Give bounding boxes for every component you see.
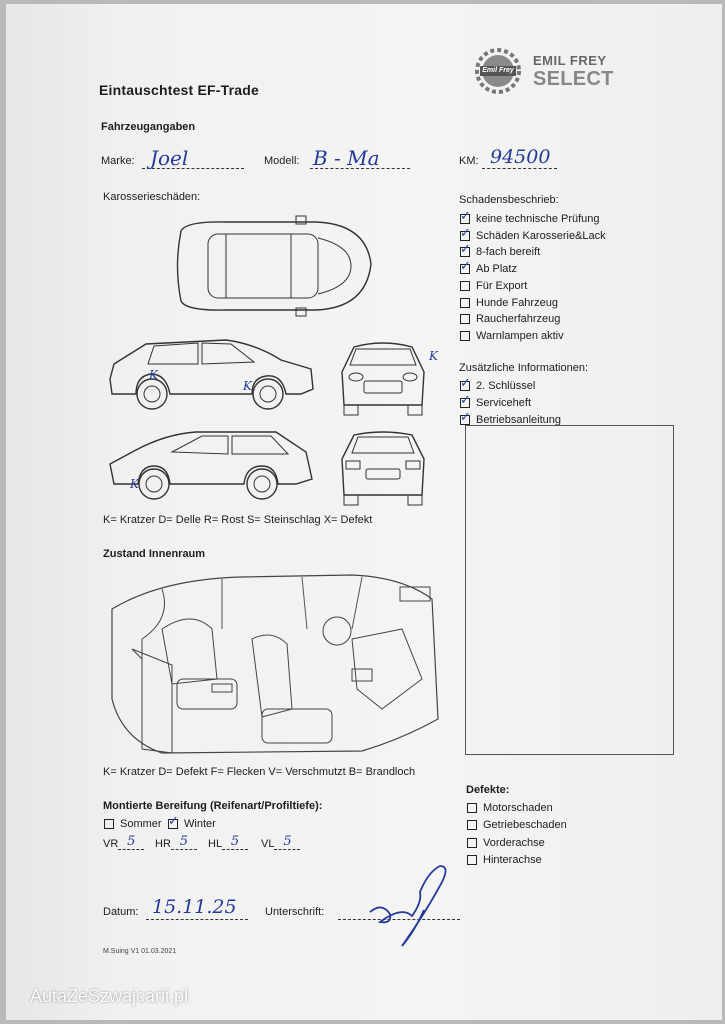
- damage-description-checkbox[interactable]: [460, 247, 470, 257]
- vehicle-section-label: Fahrzeugangaben: [101, 121, 196, 133]
- defect-label: Getriebeschaden: [483, 819, 567, 832]
- tires-title: Montierte Bereifung (Reifenart/Profiltiefe):: [103, 800, 323, 812]
- damage-mark: K: [130, 477, 139, 491]
- damage-description-option[interactable]: [460, 230, 606, 242]
- damage-description-label: Raucherfahrzeug: [476, 313, 561, 326]
- datum-label: Datum:: [103, 906, 139, 918]
- tire-field-hl[interactable]: [208, 834, 248, 850]
- damage-description-label: 8-fach bereift: [476, 246, 541, 259]
- body-damage-legend: K= Kratzer D= Delle R= Rost S= Steinschlag X= Defekt: [103, 514, 373, 526]
- damage-description-label: Hunde Fahrzeug: [476, 296, 558, 309]
- damage-description-label: keine technische Prüfung: [476, 213, 600, 225]
- defect-label: Motorschaden: [483, 802, 553, 814]
- defect-label: Hinterachse: [483, 853, 542, 866]
- damage-mark: K: [429, 349, 438, 363]
- damage-description-option[interactable]: [460, 280, 527, 292]
- damage-description-label: Schäden Karosserie&Lack: [476, 229, 606, 242]
- watermark: AutaZeSzwajcarii.pl: [30, 986, 189, 1006]
- defect-option[interactable]: [467, 802, 553, 814]
- tire-value: 5: [274, 834, 300, 850]
- damage-description-option[interactable]: [460, 246, 540, 258]
- damage-description-checkbox[interactable]: [460, 298, 470, 308]
- modell-field[interactable]: [310, 146, 410, 170]
- defect-label: Vorderachse: [483, 836, 545, 849]
- damage-mark: K: [243, 379, 252, 393]
- tire-value: 5: [171, 834, 197, 850]
- defect-option[interactable]: [467, 837, 545, 849]
- km-value: 94500: [490, 146, 551, 168]
- damage-description-option[interactable]: [460, 297, 558, 309]
- damage-description-title: Schadensbeschrieb:: [459, 194, 559, 206]
- damage-description-label: Für Export: [476, 279, 528, 292]
- car-top-view-icon[interactable]: [166, 216, 376, 316]
- damage-description-option[interactable]: [460, 213, 600, 225]
- additional-info-label: Betriebsanleitung: [476, 414, 562, 426]
- additional-info-option[interactable]: [460, 397, 531, 409]
- additional-info-label: Serviceheft: [476, 397, 532, 409]
- car-rear-view-icon[interactable]: [336, 427, 431, 509]
- marke-label: Marke:: [101, 155, 135, 167]
- marke-value: Joel: [150, 146, 189, 170]
- logo-emblem-text: Emil Frey: [482, 67, 514, 74]
- form-title: Eintauschtest EF-Trade: [99, 82, 259, 98]
- damage-description-checkbox[interactable]: [460, 214, 470, 224]
- km-label: KM:: [459, 155, 479, 167]
- car-interior-diagram-icon[interactable]: [102, 569, 442, 759]
- datum-field[interactable]: [146, 896, 248, 920]
- winter-label: Winter: [184, 818, 216, 830]
- damage-description-checkbox[interactable]: [460, 314, 470, 324]
- marke-field[interactable]: [142, 146, 244, 170]
- defect-option[interactable]: [467, 854, 542, 866]
- notes-box[interactable]: [465, 425, 674, 755]
- tire-field-vl[interactable]: [261, 834, 300, 850]
- tire-value: 5: [118, 834, 144, 850]
- damage-description-label: Warnlampen aktiv: [476, 329, 564, 342]
- defects-title: Defekte:: [466, 784, 510, 796]
- damage-mark: K: [149, 368, 158, 382]
- form-version: M.Suing V1 01.03.2021: [103, 948, 177, 955]
- winter-checkbox[interactable]: [168, 819, 178, 829]
- car-front-view-icon[interactable]: [336, 337, 431, 419]
- modell-value: B - Ma: [313, 146, 380, 170]
- tire-label: VL: [261, 838, 275, 850]
- interior-legend: K= Kratzer D= Defekt F= Flecken V= Verschmutzt B= Brandloch: [103, 766, 416, 778]
- tire-label: HR: [155, 838, 171, 850]
- damage-description-option[interactable]: [460, 263, 517, 275]
- logo-line2: SELECT: [533, 68, 614, 90]
- winter-option[interactable]: [168, 818, 216, 830]
- summer-option[interactable]: [104, 818, 162, 830]
- car-right-side-view-icon[interactable]: [106, 424, 316, 506]
- damage-description-label: Ab Platz: [476, 263, 517, 276]
- signature-scribble-icon: [362, 862, 462, 952]
- logo-line1: EMIL FREY: [533, 53, 607, 68]
- defect-checkbox[interactable]: [467, 820, 477, 830]
- additional-info-checkbox[interactable]: [460, 398, 470, 408]
- damage-description-checkbox[interactable]: [460, 264, 470, 274]
- damage-description-option[interactable]: [460, 313, 560, 325]
- body-damage-label: Karosserieschäden:: [103, 191, 201, 203]
- damage-description-checkbox[interactable]: [460, 331, 470, 341]
- defect-checkbox[interactable]: [467, 803, 477, 813]
- additional-info-option[interactable]: [460, 380, 535, 392]
- emil-frey-logo: [474, 46, 624, 98]
- km-field[interactable]: [482, 146, 557, 169]
- summer-label: Sommer: [120, 818, 162, 830]
- defect-checkbox[interactable]: [467, 855, 477, 865]
- tire-label: HL: [208, 838, 223, 850]
- additional-info-checkbox[interactable]: [460, 415, 470, 425]
- damage-description-checkbox[interactable]: [460, 281, 470, 291]
- defect-checkbox[interactable]: [467, 838, 477, 848]
- modell-label: Modell:: [264, 155, 300, 167]
- tire-label: VR: [103, 838, 119, 850]
- form-sheet: [6, 4, 722, 1020]
- tire-field-vr[interactable]: [103, 834, 144, 850]
- tire-field-hr[interactable]: [155, 834, 197, 850]
- defect-option[interactable]: [467, 819, 567, 831]
- additional-info-title: Zusätzliche Informationen:: [459, 362, 589, 374]
- additional-info-checkbox[interactable]: [460, 381, 470, 391]
- tire-value: 5: [222, 834, 248, 850]
- datum-value: 15.11.25: [152, 896, 237, 918]
- unterschrift-label: Unterschrift:: [265, 906, 325, 918]
- damage-description-checkbox[interactable]: [460, 231, 470, 241]
- interior-section-label: Zustand Innenraum: [103, 548, 206, 560]
- summer-checkbox[interactable]: [104, 819, 114, 829]
- car-left-side-view-icon[interactable]: [106, 334, 316, 416]
- additional-info-label: 2. Schlüssel: [476, 380, 536, 392]
- damage-description-option[interactable]: [460, 330, 564, 342]
